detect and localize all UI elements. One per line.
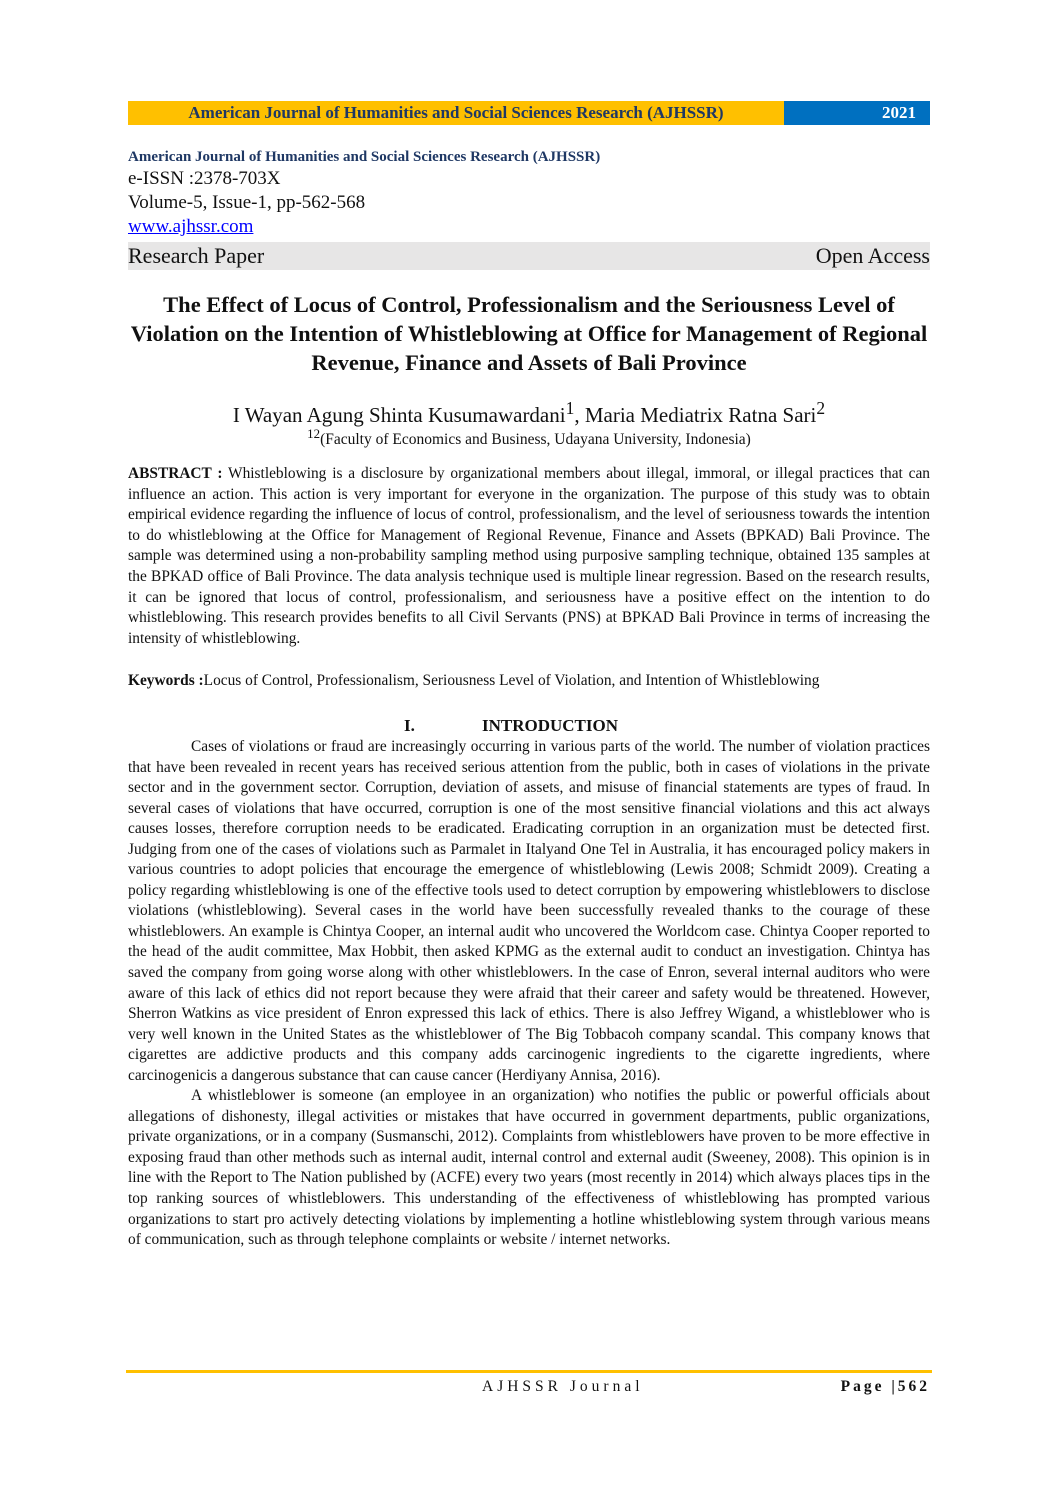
abstract-label: ABSTRACT : (128, 465, 223, 482)
header-journal-name: American Journal of Humanities and Social Sciences Research (AJHSSR) (128, 101, 784, 125)
author-name: I Wayan Agung Shinta Kusumawardani (232, 403, 566, 427)
journal-meta (128, 148, 930, 239)
body-paragraph: A whistleblower is someone (an employee in an organization) who notifies the public or powerful officials about allegations of dishonesty, illegal activities or mistakes that have occurred in government departments, public organizations, private organizations, or in a company (Susmanschi, 2012). Complaints from whistleblowers have proven to be more effective in exposing fraud than other methods such as internal audit, internal control and external audit (Sweeney, 2008). This opinion is in line with the Report to The Nation published by (ACFE) every two years (most recently in 2014) which always places tips in the top ranking sources of whistleblowers. This understanding of the effectiveness of whistleblowing has prompted various organizations to start pro actively detecting violations by implementing a hotline whistleblowing system through various means of communication, such as through telephone complaints or website / internet networks. (128, 1087, 930, 1249)
page-label: Page | (840, 1378, 898, 1395)
affiliation-text: (Faculty of Economics and Business, Udayana University, Indonesia) (320, 431, 751, 449)
section-number: I. (404, 716, 415, 735)
meta-volume: Volume-5, Issue-1, pp-562-568 (128, 192, 366, 213)
page-number: 562 (897, 1378, 930, 1395)
section-title: INTRODUCTION (482, 716, 619, 735)
abstract-text: Whistleblowing is a disclosure by organizational members about illegal, immoral, or illegal practices that can influence an action. This action is very important for everyone in the organization. The purpose of this study was to obtain empirical evidence regarding the influence of locus of control, professionalism, and the level of seriousness towards the intention to do whistleblowing at the Office for Management of Regional Revenue, Finance and Assets (BPKAD) Bali Province. The sample was determined using a non-probability sampling method using purposive sampling technique, obtained 135 samples at the BPKAD office of Bali Province. The data analysis technique used is multiple linear regression. Based on the research results, it can be ignored that locus of control, professionalism, and seriousness have a positive effect on the intention to do whistleblowing. This research provides benefits to all Civil Servants (PNS) at BPKAD Bali Province in terms of increasing the intensity of whistleblowing. (128, 465, 930, 647)
paper-type: Research Paper (128, 243, 265, 268)
author-name: Maria Mediatrix Ratna Sari (584, 403, 817, 427)
journal-header-band (128, 101, 930, 125)
meta-journal-name: American Journal of Humanities and Social Sciences Research (AJHSSR) (128, 149, 601, 165)
page-footer (128, 1378, 930, 1398)
keywords-label: Keywords : (128, 672, 204, 689)
abstract (128, 464, 930, 649)
author-superscript: 1 (565, 398, 575, 418)
body-paragraph: Cases of violations or fraud are increasingly occurring in various parts of the world. The number of violation practices that have been revealed in recent years has received serious attention from the public, both in cases of violations in the private sector and in the government sector. Corruption, deviation of assets, and misuse of financial statements are types of fraud. In several cases of violations that have occurred, corruption is one of the most sensitive financial violations and this act always causes losses, therefore corruption needs to be eradicated. Eradicating corruption in an organization must be detected first. Judging from one of the cases of violations such as Parmalet in Italyand One Tel in Australia, it has encouraged policy makers in various countries to adopt policies that encourage the emergence of whistleblowing (Lewis 2008; Schmidt 2009). Creating a policy regarding whistleblowing is one of the effective tools used to detect corruption by empowering whistleblowers to disclose violations (whistleblowing). Several cases in the world have been successfully revealed thanks to the courage of these whistleblowers. An example is Chintya Cooper, an internal audit who uncovered the Worldcom case. Chintya Cooper reported to the head of the audit committee, Max Hobbit, then asked KPMG as the external audit to conduct an investigation. Chintya has saved the company from going worse along with other whistleblowers. In the case of Enron, several internal auditors who were aware of this lack of ethics did not report because they were afraid that their career and safety would be threatened. However, Sherron Watkins as vice president of Enron expressed this lack of ethics. There is also Jeffrey Wigand, a whistleblower who is very well known in the United States as the whistleblower of The Big Tobbacoh company scandal. This company knows that cigarettes are addictive products and this company adds carcinogenic ingredients to the cigarette ingredients, where carcinogenicis a dangerous substance that can cause cancer (Herdiyany Annisa, 2016). (128, 738, 930, 1084)
access-type: Open Access (815, 243, 930, 268)
journal-website-link[interactable]: www.ajhssr.com (128, 216, 254, 237)
affiliation-superscript: 12 (307, 426, 321, 441)
footer-journal: AJHSSR Journal (482, 1378, 644, 1395)
meta-issn: e-ISSN :2378-703X (128, 168, 281, 189)
keywords (128, 671, 930, 692)
author-affiliation (128, 424, 930, 450)
header-year: 2021 (784, 101, 930, 125)
footer-page (841, 1378, 930, 1396)
author-superscript: 2 (816, 398, 826, 418)
paper-title: The Effect of Locus of Control, Professionalism and the Seriousness Level of Violation on the Intention of Whistleblowing at Office for Management of Regional Revenue, Finance and Assets of Bali Province (130, 292, 928, 375)
paper-type-bar (128, 242, 930, 270)
author-separator: , (574, 403, 585, 427)
footer-rule (126, 1370, 932, 1373)
introduction-body (128, 737, 930, 1251)
keywords-text: Locus of Control, Professionalism, Seriousness Level of Violation, and Intention of Whistleblowing (203, 672, 820, 689)
